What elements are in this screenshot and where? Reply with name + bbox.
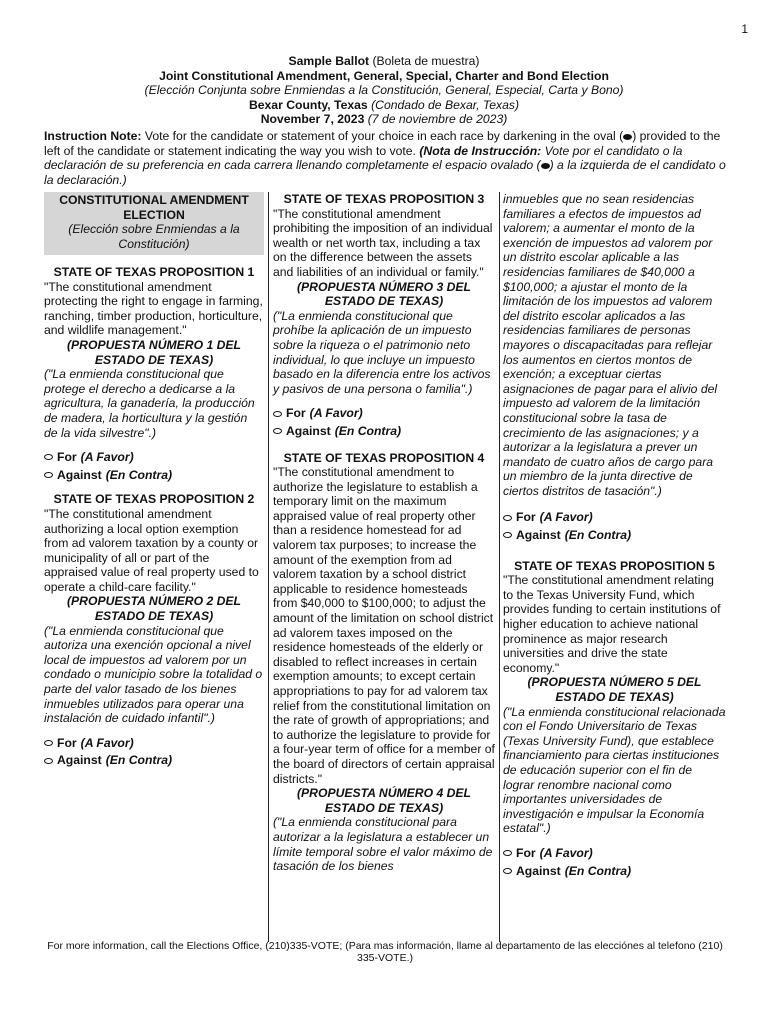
instruction-text-es-a: Vote por el candidato o la declaración de su preferencia en cada carrera llenando completamente el espacio ovalado ( <box>44 143 683 173</box>
proposition-2-title: STATE OF TEXAS PROPOSITION 2 <box>53 492 255 507</box>
vote-oval-icon[interactable] <box>273 428 282 434</box>
proposition-2-text-es: ("La enmienda constitucional que autoriza una exención opcional a nivel local de impuestos ad valorem por un condado o municipio sobre la totalidad o parte del valor tasado de los bienes inmuebles utilizados para operar una instalación de cuidado infantil".) <box>44 623 263 726</box>
proposition-1-text-es: ("La enmienda constitucional que protege el derecho a dedicarse a la agricultura, la ganadería, la producción de madera, la horticultura y la gestión de la vida silvestre".) <box>44 367 255 440</box>
section-subtitle: (Elección sobre Enmiendas a la Constitución) <box>68 222 240 251</box>
against-label: Against <box>286 423 331 438</box>
proposition-3-title: STATE OF TEXAS PROPOSITION 3 <box>283 192 485 206</box>
filled-oval-icon <box>623 134 632 140</box>
against-label-es: (En Contra) <box>564 528 632 543</box>
proposition-4-text-es-part-1: ("La enmienda constitucional para autorizar a la legislatura a establecer un límite temporal sobre el valor máximo de tasación de los bienes <box>273 815 493 874</box>
proposition-2-title-es: (PROPUESTA NÚMERO 2 DEL ESTADO DE TEXAS) <box>66 594 242 624</box>
proposition-3-title-es: (PROPUESTA NÚMERO 3 DEL ESTADO DE TEXAS) <box>296 279 472 309</box>
footer-contact-info: For more information, call the Elections Office, (210)335-VOTE; (Para mas información, llame al departamento de las elecciónes al telefono (210) 335-VOTE.) <box>47 940 723 964</box>
column-divider <box>268 192 269 942</box>
ballot-column-1 <box>44 192 264 768</box>
section-header <box>44 192 264 255</box>
for-label-es: (A Favor) <box>309 406 363 421</box>
for-label: For <box>57 735 77 750</box>
for-label: For <box>516 510 536 525</box>
ballot-header <box>40 54 728 127</box>
election-name-es: (Elección Conjunta sobre Enmiendas a la Constitución, General, Especial, Carta y Bono) <box>144 83 624 98</box>
column-divider <box>499 192 500 942</box>
for-label: For <box>516 845 536 860</box>
instruction-label: Instruction Note: <box>44 129 142 143</box>
proposition-3-text: "The constitutional amendment prohibiting the imposition of an individual wealth or net worth tax, including a tax on the difference between the assets and liabilities of an individual or family." <box>273 206 493 279</box>
instruction-label-es: (Nota de Instrucción: <box>419 143 542 158</box>
against-label: Against <box>516 863 561 878</box>
proposition-3-text-es: ("La enmienda constitucional que prohíbe la aplicación de un impuesto sobre la riqueza o el patrimonio neto individual, lo que incluye un impuesto basado en la diferencia entre los activos y pasivos de una persona o familia".) <box>273 308 491 396</box>
proposition-1-title-es: (PROPUESTA NÚMERO 1 DEL ESTADO DE TEXAS) <box>66 337 242 367</box>
proposition-2-against-option[interactable] <box>44 753 264 768</box>
ballot-column-2 <box>273 192 495 874</box>
instruction-text-b: ) provided to the left of the candidate or statement indicating the way you wish to vote. <box>44 129 721 158</box>
proposition-1-for-option[interactable] <box>44 450 264 465</box>
vote-oval-icon[interactable] <box>503 532 512 538</box>
proposition-5-text: "The constitutional amendment relating to the Texas University Fund, which provides funding to certain institutions of higher education to achieve national prominence as major research universities and drive the state economy." <box>503 573 721 675</box>
proposition-5-text-es: ("La enmienda constitucional relacionada con el Fondo Universitario de Texas (Texas University Fund), que establece financiamiento para ciertas instituciones de educación superior con el fin de lograr renombre nacional como importantes universidades de investigación e impulsar la Economía estatal".) <box>503 704 726 836</box>
vote-oval-icon[interactable] <box>44 472 53 478</box>
for-label-es: (A Favor) <box>539 845 593 860</box>
against-label-es: (En Contra) <box>105 753 173 768</box>
vote-oval-icon[interactable] <box>503 850 512 856</box>
against-label-es: (En Contra) <box>105 467 173 482</box>
against-label: Against <box>57 753 102 768</box>
proposition-1-text: "The constitutional amendment protecting the right to engage in farming, ranching, timber production, horticulture, and wildlife management." <box>44 279 263 338</box>
for-label-es: (A Favor) <box>80 450 134 465</box>
against-label-es: (En Contra) <box>564 863 632 878</box>
county-name-es: (Condado de Bexar, Texas) <box>367 97 520 112</box>
proposition-5-against-option[interactable] <box>503 864 726 879</box>
proposition-1-against-option[interactable] <box>44 468 264 483</box>
vote-oval-icon[interactable] <box>273 411 282 417</box>
filled-oval-icon <box>541 163 550 169</box>
ballot-title-es: (Boleta de muestra) <box>369 54 480 68</box>
proposition-4-title: STATE OF TEXAS PROPOSITION 4 <box>283 450 485 465</box>
instruction-note <box>44 129 728 187</box>
proposition-4-title-es: (PROPUESTA NÚMERO 4 DEL ESTADO DE TEXAS) <box>296 786 472 815</box>
for-label: For <box>286 406 306 421</box>
proposition-2-text: "The constitutional amendment authorizing a local option exemption from ad valorem taxation by a county or municipality of all or part of the appraised value of real property used to operate a child-care facility." <box>44 506 259 594</box>
vote-oval-icon[interactable] <box>503 515 512 521</box>
instruction-text-a: Vote for the candidate or statement of your choice in each race by darkening in the oval ( <box>141 129 624 143</box>
for-label: For <box>57 450 77 465</box>
against-label: Against <box>57 467 102 482</box>
proposition-5-title: STATE OF TEXAS PROPOSITION 5 <box>514 558 715 573</box>
proposition-1-title: STATE OF TEXAS PROPOSITION 1 <box>53 265 255 279</box>
ballot-column-3 <box>503 192 726 878</box>
proposition-4-against-option[interactable] <box>503 528 726 543</box>
for-label-es: (A Favor) <box>80 735 134 750</box>
proposition-3-for-option[interactable] <box>273 406 495 421</box>
proposition-4-text: "The constitutional amendment to authorize the legislature to establish a temporary limit on the maximum appraised value of real property other than a residence homestead for ad valorem tax purposes; to increase the amount of the exemption from ad valorem taxation by a school district applicable to residence homesteads from $40,000 to $100,000; to adjust the amount of the limitation on school district ad valorem taxes imposed on the residence homesteads of the elderly or disabled to reflect increases in certain exemption amounts; to except certain appropriations to pay for ad valorem tax relief from the constitutional limitation on the rate of growth of appropriations; and to authorize the legislature to provide for a four-year term of office for a member of the board of directors of certain appraisal districts." <box>273 465 495 786</box>
election-name: Joint Constitutional Amendment, General, Special, Charter and Bond Election <box>159 68 609 83</box>
county-name: Bexar County, Texas <box>248 97 368 112</box>
proposition-5-for-option[interactable] <box>503 846 726 861</box>
proposition-4-for-option[interactable] <box>503 510 726 525</box>
for-label-es: (A Favor) <box>539 510 593 525</box>
election-date-es: (7 de noviembre de 2023) <box>364 112 508 127</box>
proposition-4-text-es-part-2: inmuebles que no sean residencias familiares a efectos de impuestos ad valorem; a aumentar el monto de la exención de impuestos ad valorem por un distrito escolar aplicable a las residencias familiares de $40,000 a $100,000; a ajustar el monto de la limitación de los impuestos ad valorem del distrito escolar aplicados a las residencias familiares de personas mayores o discapacitadas para reflejar los aumentos en ciertos montos de exención; a exceptuar ciertas asignaciones de pagar para el alivio del impuesto ad valorem de la limitación constitucional sobre la tasa de crecimiento de las asignaciones; y a autorizar a la legislatura a prever un mandato de cuatro años de cargo para un miembro de la junta directive de ciertos distritos de tasación".) <box>503 192 718 498</box>
vote-oval-icon[interactable] <box>44 740 53 746</box>
election-date: November 7, 2023 <box>260 112 365 127</box>
vote-oval-icon[interactable] <box>503 868 512 874</box>
vote-oval-icon[interactable] <box>44 758 53 764</box>
page-number: 1 <box>741 22 748 36</box>
section-title: CONSTITUTIONAL AMENDMENT ELECTION <box>59 193 249 222</box>
ballot-title: Sample Ballot <box>288 54 370 68</box>
proposition-5-title-es: (PROPUESTA NÚMERO 5 DEL ESTADO DE TEXAS) <box>527 675 702 704</box>
against-label: Against <box>516 528 561 543</box>
vote-oval-icon[interactable] <box>44 454 53 460</box>
instruction-text-es-b: ) a la izquierda de el candidato o la declaración.) <box>44 158 726 187</box>
proposition-3-against-option[interactable] <box>273 424 495 439</box>
against-label-es: (En Contra) <box>334 423 402 438</box>
proposition-2-for-option[interactable] <box>44 736 264 751</box>
